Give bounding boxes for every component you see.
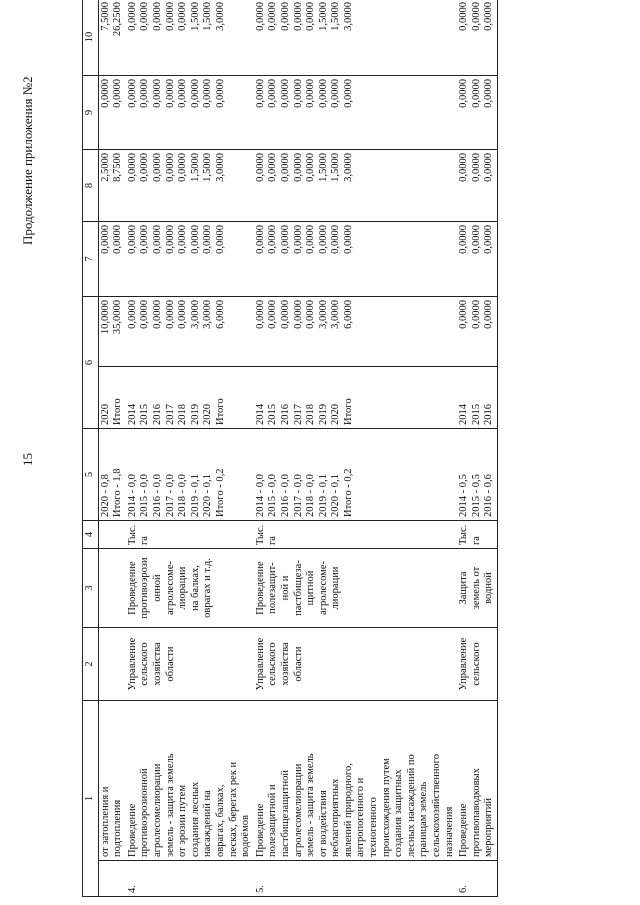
cell-col10: 7,5000 26,2500: [98, 0, 126, 76]
cell-years: 2014 - 0,0 2015 - 0,0 2016 - 0,0 2017 - 0,0 2018 - 0,0 2019 - 0,1 2020 - 0,1 Итого - 0,2: [254, 429, 458, 521]
cell-unit: Тыс. га: [457, 521, 497, 549]
header-cell-5: 5: [83, 429, 99, 521]
cell-col7: 0,0000 0,0000 0,0000 0,0000 0,0000 0,0000 0,0000 0,0000: [126, 222, 254, 297]
continuation-header: Продолжение приложения №2: [20, 76, 35, 245]
cell-result: Защита земель от водной: [457, 549, 497, 628]
table-row: [126, 0, 254, 897]
cell-name: от затопления и подтопления: [98, 701, 126, 861]
cell-col8: 0,0000 0,0000 0,0000 0,0000 0,0000 1,5000 1,5000 3,0000: [126, 150, 254, 222]
cell-executor: Управление сельского: [457, 628, 497, 701]
cell-col8: 0,0000 0,0000 0,0000: [457, 150, 497, 222]
cell-name: Проведение противопаводковых мероприятий: [457, 701, 497, 861]
header-cell-1: 1: [83, 701, 99, 897]
cell-year: 2020 Итого: [98, 367, 126, 429]
cell-number: 6.: [457, 861, 497, 897]
cell-col6: 0,0000 0,0000 0,0000 0,0000 0,0000 3,0000 3,0000 6,0000: [254, 297, 458, 367]
cell-unit: Тыс. га: [126, 521, 254, 549]
cell-year: 2014 2015 2016 2017 2018 2019 2020 Итого: [254, 367, 458, 429]
cell-col6: 0,0000 0,0000 0,0000: [457, 297, 497, 367]
cell-number: 4.: [126, 861, 254, 897]
header-cell-4: 4: [83, 521, 99, 549]
table-row: [254, 0, 458, 897]
cell-result: Проведение полезащит- ной и пастбищеза- щитной агролесоме- лиорации: [254, 549, 458, 628]
header-cell-7: 7: [83, 222, 99, 297]
header-cell-10: 10: [83, 0, 99, 76]
cell-col8: 0,0000 0,0000 0,0000 0,0000 0,0000 1,5000 1,5000 3,0000: [254, 150, 458, 222]
cell-name: Проведение полезащитной и пастбищезащитной агролесомелиорации земель - защита земель от воздействия неблагоприятных явлений природного, антропогенного и техногенного происхождения путем создания защитных лесных насаждений по границам земель сельскохозяйственного назначения: [254, 701, 458, 861]
header-cell-2: 2: [83, 628, 99, 701]
cell-name: Проведение противоэрозионной агролесомелиорации земель - защита земель от эрозии путем создания лесных насаждений на оврагах, балках, песках, берегах рек и водоёмов: [126, 701, 254, 861]
cell-unit: Тыс. га: [254, 521, 458, 549]
cell-col10: 0,0000 0,0000 0,0000 0,0000 0,0000 1,5000 1,5000 3,0000: [126, 0, 254, 76]
table-row: [457, 0, 497, 897]
cell-number: 5.: [254, 861, 458, 897]
cell-year: 2014 2015 2016: [457, 367, 497, 429]
header-cell-9: 9: [83, 76, 99, 150]
cell-col7: 0,0000 0,0000 0,0000 0,0000 0,0000 0,0000 0,0000 0,0000: [254, 222, 458, 297]
cell-result: Проведение противоэрози онной агролесоме- лиорации на балках, оврагах и т.д.: [126, 549, 254, 628]
cell-col8: 2,5000 8,7500: [98, 150, 126, 222]
page-number: 15: [20, 453, 35, 466]
cell-years: 2014 - 0,0 2015 - 0,0 2016 - 0,0 2017 - 0,0 2018 - 0,0 2019 - 0,1 2020 - 0,1 Итого - 0,2: [126, 429, 254, 521]
cell-executor: Управление сельского хозяйства области: [126, 628, 254, 701]
header-cell-8: 8: [83, 150, 99, 222]
cell-year: 2014 2015 2016 2017 2018 2019 2020 Итого: [126, 367, 254, 429]
cell-years: 2020 - 0,8 Итого - 1,8: [98, 429, 126, 521]
cell-col9: 0,0000 0,0000 0,0000 0,0000 0,0000 0,0000 0,0000 0,0000: [126, 76, 254, 150]
cell-col10: 0,0000 0,0000 0,0000: [457, 0, 497, 76]
cell-col6: 0,0000 0,0000 0,0000 0,0000 0,0000 3,0000 3,0000 6,0000: [126, 297, 254, 367]
header-cell-6: 6: [83, 297, 99, 429]
cell-col9: 0,0000 0,0000 0,0000: [457, 76, 497, 150]
cell-executor: Управление сельского хозяйства области: [254, 628, 458, 701]
table-row: [98, 0, 126, 897]
cell-years: 2014 - 0,5 2015 - 0,5 2016 - 0,6: [457, 429, 497, 521]
header-row: [83, 0, 99, 897]
cell-col9: 0,0000 0,0000: [98, 76, 126, 150]
cell-col9: 0,0000 0,0000 0,0000 0,0000 0,0000 0,0000 0,0000 0,0000: [254, 76, 458, 150]
cell-col7: 0,0000 0,0000 0,0000: [457, 222, 497, 297]
header-cell-3: 3: [83, 549, 99, 628]
program-table: [82, 0, 498, 897]
cell-col10: 0,0000 0,0000 0,0000 0,0000 0,0000 1,5000 1,5000 3,0000: [254, 0, 458, 76]
cell-col6: 10,0000 35,0000: [98, 297, 126, 367]
cell-col7: 0,0000 0,0000: [98, 222, 126, 297]
